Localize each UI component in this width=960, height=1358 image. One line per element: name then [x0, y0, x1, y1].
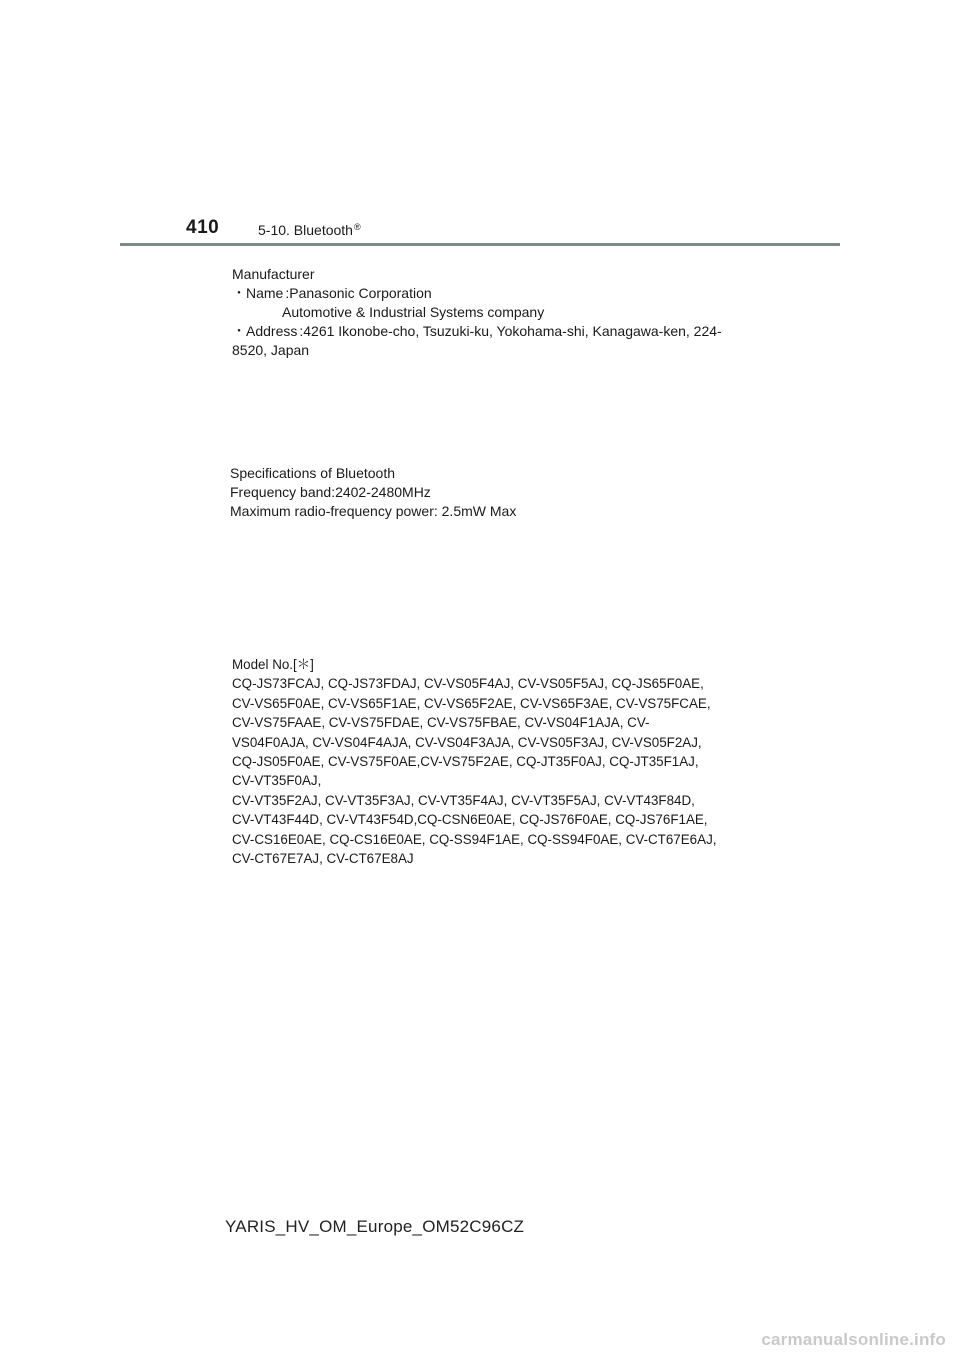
manufacturer-name	[232, 284, 722, 303]
registered-mark: ®	[353, 222, 361, 232]
model-line: CV-VT35F0AJ,	[232, 773, 322, 789]
models-heading: Model No.[＊]	[232, 657, 314, 672]
watermark-link[interactable]: carmanualsonline.info	[761, 1330, 946, 1349]
manufacturer-address	[232, 322, 722, 341]
model-line: CV-CT67E7AJ, CV-CT67E8AJ	[232, 851, 414, 867]
manufacturer-division: Automotive & Industrial Systems company	[282, 304, 545, 320]
name-label: ・Name	[232, 285, 284, 301]
max-power	[230, 502, 516, 521]
frequency-band	[230, 483, 516, 502]
model-line: CQ-JS73FCAJ, CQ-JS73FDAJ, CV-VS05F4AJ, CV-VS05F5AJ, CQ-JS65F0AE,	[232, 676, 704, 692]
model-line: VS04F0AJA, CV-VS04F4AJA, CV-VS04F3AJA, CV-VS05F3AJ, CV-VS05F2AJ,	[232, 734, 702, 750]
model-line: CV-VS65F0AE, CV-VS65F1AE, CV-VS65F2AE, CV-VS65F3AE, CV-VS75FCAE,	[232, 695, 711, 711]
frequency-separator: :	[331, 484, 336, 500]
name-value: Panasonic Corporation	[289, 285, 432, 301]
frequency-label: Frequency band	[230, 484, 332, 500]
section-title	[258, 220, 361, 240]
power-value: 2.5mW Max	[441, 503, 517, 519]
model-line: CV-VT35F2AJ, CV-VT35F3AJ, CV-VT35F4AJ, CV-VT35F5AJ, CV-VT43F84D,	[232, 792, 695, 808]
address-line-1: 4261 Ikonobe-cho, Tsuzuki-ku, Yokohama-shi, Kanagawa-ken, 224-	[303, 323, 722, 339]
manufacturer-heading: Manufacturer	[232, 266, 315, 282]
model-line: CV-VS75FAAE, CV-VS75FDAE, CV-VS75FBAE, CV-VS04F1AJA, CV-	[232, 715, 650, 731]
model-line: CV-VT43F44D, CV-VT43F54D,CQ-CSN6E0AE, CQ-JS76F0AE, CQ-JS76F1AE,	[232, 812, 708, 828]
footer-document-id: YARIS_HV_OM_Europe_OM52C96CZ	[225, 1217, 525, 1236]
models-block	[232, 655, 716, 868]
address-separator: :	[299, 323, 304, 339]
specifications-heading: Specifications of Bluetooth	[230, 465, 395, 481]
specifications-block	[230, 464, 516, 521]
model-line: CV-CS16E0AE, CQ-CS16E0AE, CQ-SS94F1AE, CQ-SS94F0AE, CV-CT67E6AJ,	[232, 831, 717, 847]
address-line-2: 8520, Japan	[232, 342, 310, 358]
model-line: CQ-JS05F0AE, CV-VS75F0AE,CV-VS75F2AE, CQ-JT35F0AJ, CQ-JT35F1AJ,	[232, 754, 699, 770]
address-label: ・Address	[232, 323, 298, 339]
manufacturer-block	[232, 265, 722, 360]
frequency-value: 2402-2480MHz	[335, 484, 431, 500]
page-number: 410	[186, 217, 220, 238]
power-label: Maximum radio-frequency power	[230, 503, 434, 519]
header-rule	[120, 243, 840, 246]
section-title-text: 5-10. Bluetooth	[258, 222, 353, 238]
power-separator: :	[433, 503, 438, 519]
name-separator: :	[285, 285, 290, 301]
